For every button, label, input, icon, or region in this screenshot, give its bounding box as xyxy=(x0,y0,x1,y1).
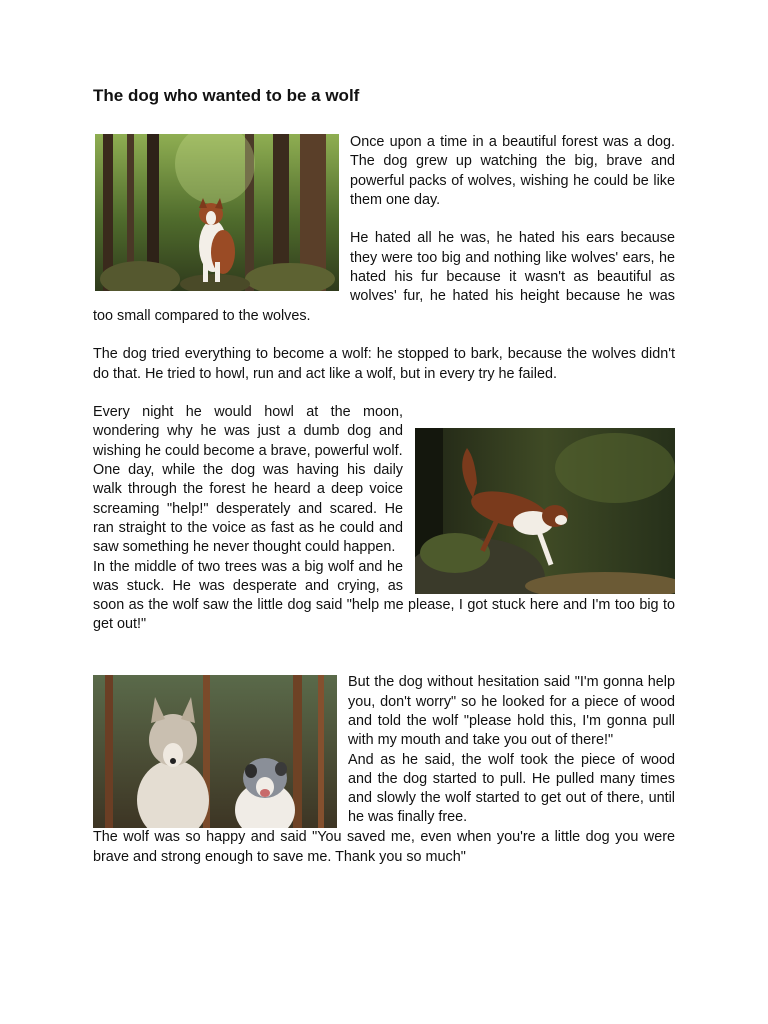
wolf-and-dog-photo xyxy=(93,675,337,828)
dog-jumping-photo xyxy=(415,428,675,594)
paragraph-1: Once upon a time in a beautiful forest was a dog. The dog grew up watching the big, brave and powerful packs of wolves, wishing he could be like them one day. xyxy=(350,134,675,208)
paragraph-4: Every night he would howl at the moon, wondering why he was just a dumb dog and wishing he could become a brave, powerful wolf. xyxy=(93,404,403,459)
paragraph-2: He hated all he was, he hated his ears because they were too big and nothing like wolves' ears, he hated his fur because it wasn't as beautiful as wolves' fur, he hated his height because he was too small compared to the wolves. xyxy=(93,230,675,324)
paragraph-7: But the dog without hesitation said "I'm gonna help you, don't worry" so he looked for a piece of wood and told the wolf "please hold this, I'm gonna pull with my mouth and take you out of there!" xyxy=(348,674,675,749)
paragraph-8: And as he said, the wolf took the piece of wood and the dog started to pull. He pulled many times and slowly the wolf started to get out of there, until he was finally free. xyxy=(348,751,675,826)
paragraph-6: In the middle of two trees was a big wolf and he was stuck. He was desperate and crying, as soon as the wolf saw the little dog said "help me please, I got stuck here and I'm too big to get out!" xyxy=(93,558,675,633)
paragraph-3: The dog tried everything to become a wolf: he stopped to bark, because the wolves didn't do that. He tried to howl, run and act like a wolf, but in every try he failed. xyxy=(93,346,675,382)
paragraph-9: The wolf was so happy and said "You saved me, even when you're a little dog you were brave and strong enough to save me. Thank you so much" xyxy=(93,829,675,865)
story-title: The dog who wanted to be a wolf xyxy=(93,86,360,105)
paragraph-5: One day, while the dog was having his daily walk through the forest he heard a deep voice screaming "help!" desperately and scared. He ran straight to the voice as fast as he could and saw something he never thought could happen. xyxy=(93,462,403,556)
dog-in-forest-photo xyxy=(95,134,339,291)
section-1 xyxy=(93,133,675,867)
